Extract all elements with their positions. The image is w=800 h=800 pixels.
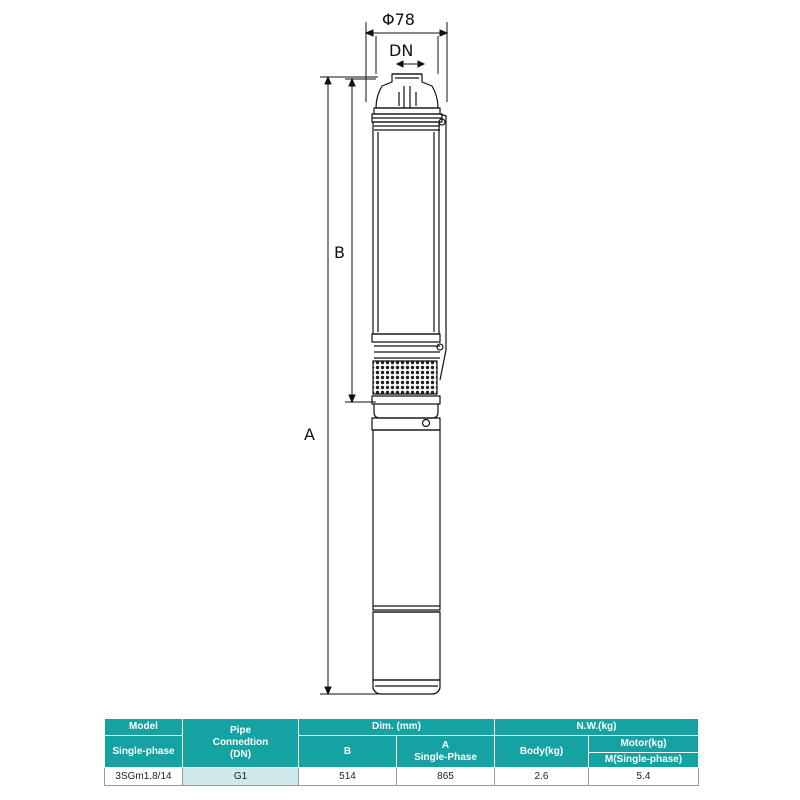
a-header-line2: Single-Phase	[414, 751, 477, 763]
body-length-label: B	[334, 243, 345, 262]
overall-length-dimension	[320, 77, 378, 694]
body-length-dimension	[345, 79, 376, 402]
single-phase-header: Single-phase	[105, 736, 183, 768]
body-weight-cell: 2.6	[495, 768, 589, 786]
dimension-header: Dim. (mm)	[299, 719, 495, 736]
overall-length-label: A	[304, 425, 315, 444]
a-header	[397, 736, 495, 768]
pipe-cell: G1	[183, 768, 299, 786]
model-cell: 3SGm1.8/14	[105, 768, 183, 786]
a-header-line1: A	[441, 739, 450, 751]
a-cell: 865	[397, 768, 495, 786]
pipe-header-line3: (DN)	[229, 749, 252, 760]
pump-body	[372, 74, 446, 694]
motor-weight-header: Motor(kg)	[589, 736, 699, 753]
motor-weight-cell: 5.4	[589, 768, 699, 786]
b-header: B	[299, 736, 397, 768]
diameter-dimension	[366, 22, 447, 102]
net-weight-header: N.W.(kg)	[495, 719, 699, 736]
diameter-label: Φ78	[382, 10, 415, 29]
b-cell: 514	[299, 768, 397, 786]
pipe-header-line2: Connedtion	[212, 737, 269, 748]
spec-table	[104, 718, 699, 786]
model-header: Model	[105, 719, 183, 736]
body-weight-header: Body(kg)	[495, 736, 589, 768]
outlet-label: DN	[389, 41, 414, 60]
pipe-header-line1: Pipe	[229, 725, 252, 736]
motor-single-phase-header: M(Single-phase)	[589, 753, 699, 768]
pipe-connection-header	[183, 719, 299, 768]
table-row	[105, 768, 699, 786]
